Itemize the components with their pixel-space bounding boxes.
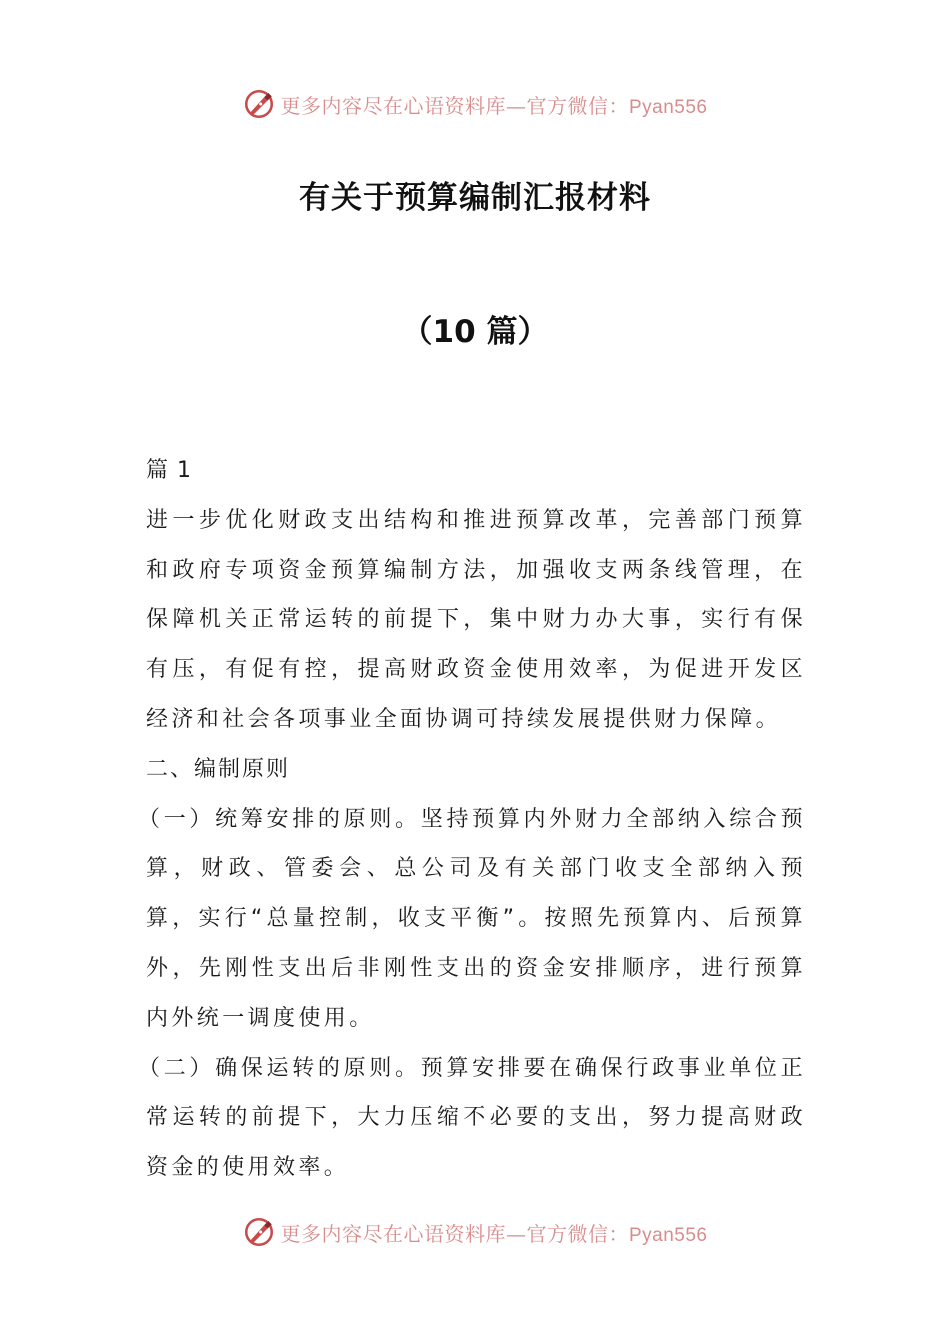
watermark-text: 更多内容尽在心语资料库—官方微信： bbox=[280, 1221, 629, 1246]
document-body bbox=[138, 446, 806, 1193]
document-title: 有关于预算编制汇报材料 bbox=[299, 180, 651, 216]
pen-nib-logo-icon bbox=[242, 87, 276, 121]
header-watermark bbox=[0, 84, 950, 124]
pen-nib-logo-icon bbox=[242, 1215, 276, 1249]
paragraph-heading: 二、编制原则 bbox=[146, 756, 291, 782]
paragraph-principle-1: （一）统筹安排的原则。坚持预算内外财力全部纳入综合预算，财政、管委会、总公司及有关部门收支全部纳入预算，实行“总量控制，收支平衡”。按照先预算内、后预算外，先刚性支出后非刚性支出的资金安排顺序，进行预算内外统一调度使用。 bbox=[138, 806, 806, 1031]
document-subtitle: （10 篇） bbox=[401, 314, 549, 350]
watermark-wechat-id: Pyan556 bbox=[628, 1224, 708, 1246]
watermark-text: 更多内容尽在心语资料库—官方微信： bbox=[280, 93, 629, 118]
section-label: 篇 1 bbox=[146, 458, 192, 483]
watermark-wechat-id: Pyan556 bbox=[628, 96, 708, 118]
paragraph-intro: 进一步优化财政支出结构和推进预算改革，完善部门预算和政府专项资金预算编制方法，加强收支两条线管理，在保障机关正常运转的前提下，集中财力办大事，实行有保有压，有促有控，提高财政资金使用效率，为促进开发区经济和社会各项事业全面协调可持续发展提供财力保障。 bbox=[146, 507, 806, 732]
footer-watermark bbox=[0, 1212, 950, 1252]
paragraph-principle-2: （二）确保运转的原则。预算安排要在确保行政事业单位正常运转的前提下，大力压缩不必要的支出，努力提高财政资金的使用效率。 bbox=[138, 1055, 806, 1181]
